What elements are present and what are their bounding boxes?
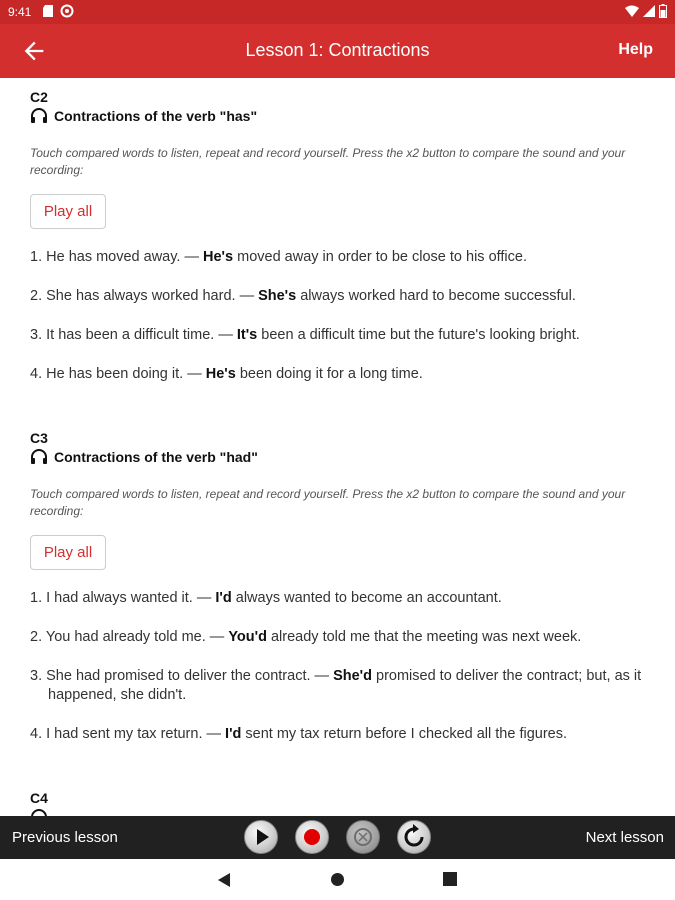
- x2-icon: [347, 821, 379, 853]
- section-title[interactable]: [30, 809, 650, 816]
- status-time: 9:41: [8, 5, 32, 19]
- lesson-content[interactable]: [0, 78, 675, 816]
- page-title: Lesson 1: Contractions: [245, 40, 430, 60]
- play-button[interactable]: [244, 820, 278, 854]
- replay-button[interactable]: [397, 820, 431, 854]
- headphones-icon[interactable]: [30, 449, 48, 465]
- list-item[interactable]: 3. It has been a difficult time. — It's been a difficult time but the future's looking bright.: [30, 327, 580, 343]
- section-code: C3: [30, 430, 48, 446]
- instructions: Touch compared words to listen, repeat and record yourself. Press the x2 button to compare the sound and your recording:: [30, 146, 626, 177]
- instructions: Touch compared words to listen, repeat and record yourself. Press the x2 button to compare the sound and your recording:: [30, 487, 626, 518]
- play-all-button[interactable]: Play all: [30, 535, 106, 570]
- previous-lesson-button[interactable]: Previous lesson: [12, 829, 118, 846]
- list-item[interactable]: 2. She has always worked hard. — She's always worked hard to become successful.: [30, 288, 576, 304]
- battery-icon: [659, 4, 667, 18]
- bottom-bar: [0, 816, 675, 859]
- list-item[interactable]: 3. She had promised to deliver the contract. — She'd promised to deliver the contract; but, as it happened, she didn't.: [30, 668, 642, 703]
- back-nav-icon[interactable]: [217, 872, 231, 888]
- record-button[interactable]: [295, 820, 329, 854]
- list-item[interactable]: 4. I had sent my tax return. — I'd sent my tax return before I checked all the figures.: [30, 726, 567, 742]
- section-title[interactable]: [30, 449, 650, 465]
- help-button[interactable]: Help: [618, 41, 653, 58]
- recents-nav-icon[interactable]: [443, 872, 457, 886]
- headphones-icon[interactable]: [30, 108, 48, 124]
- section-code: C2: [30, 89, 48, 105]
- list-item[interactable]: 2. You had already told me. — You'd already told me that the meeting was next week.: [30, 629, 582, 645]
- wifi-icon: [625, 5, 639, 17]
- section-c2: [30, 89, 650, 384]
- section-c3: [30, 430, 650, 744]
- compare-x2-button[interactable]: [346, 820, 380, 854]
- sync-icon: [60, 4, 74, 18]
- app-bar: [0, 24, 675, 78]
- sd-card-icon: [42, 4, 54, 18]
- home-nav-icon[interactable]: [330, 872, 345, 887]
- list-item[interactable]: 4. He has been doing it. — He's been doing it for a long time.: [30, 366, 423, 382]
- status-bar: [0, 0, 675, 24]
- list-item[interactable]: 1. I had always wanted it. — I'd always wanted to become an accountant.: [30, 590, 502, 606]
- play-icon: [245, 821, 277, 853]
- section-code: C4: [30, 790, 48, 806]
- item-list: [30, 589, 650, 744]
- replay-icon: [398, 821, 430, 853]
- section-c4: [30, 790, 650, 816]
- headphones-icon[interactable]: [30, 809, 48, 816]
- section-title-text: Contractions of the verb "had": [54, 449, 258, 465]
- list-item[interactable]: 1. He has moved away. — He's moved away in order to be close to his office.: [30, 249, 527, 265]
- section-title[interactable]: [30, 108, 650, 124]
- next-lesson-button[interactable]: Next lesson: [585, 829, 664, 846]
- section-title-text: Contractions of the verb "has": [54, 108, 258, 124]
- record-icon: [296, 821, 328, 853]
- item-list: [30, 248, 650, 384]
- play-all-button[interactable]: Play all: [30, 194, 106, 229]
- system-nav-bar: [0, 859, 675, 900]
- signal-icon: [643, 5, 655, 17]
